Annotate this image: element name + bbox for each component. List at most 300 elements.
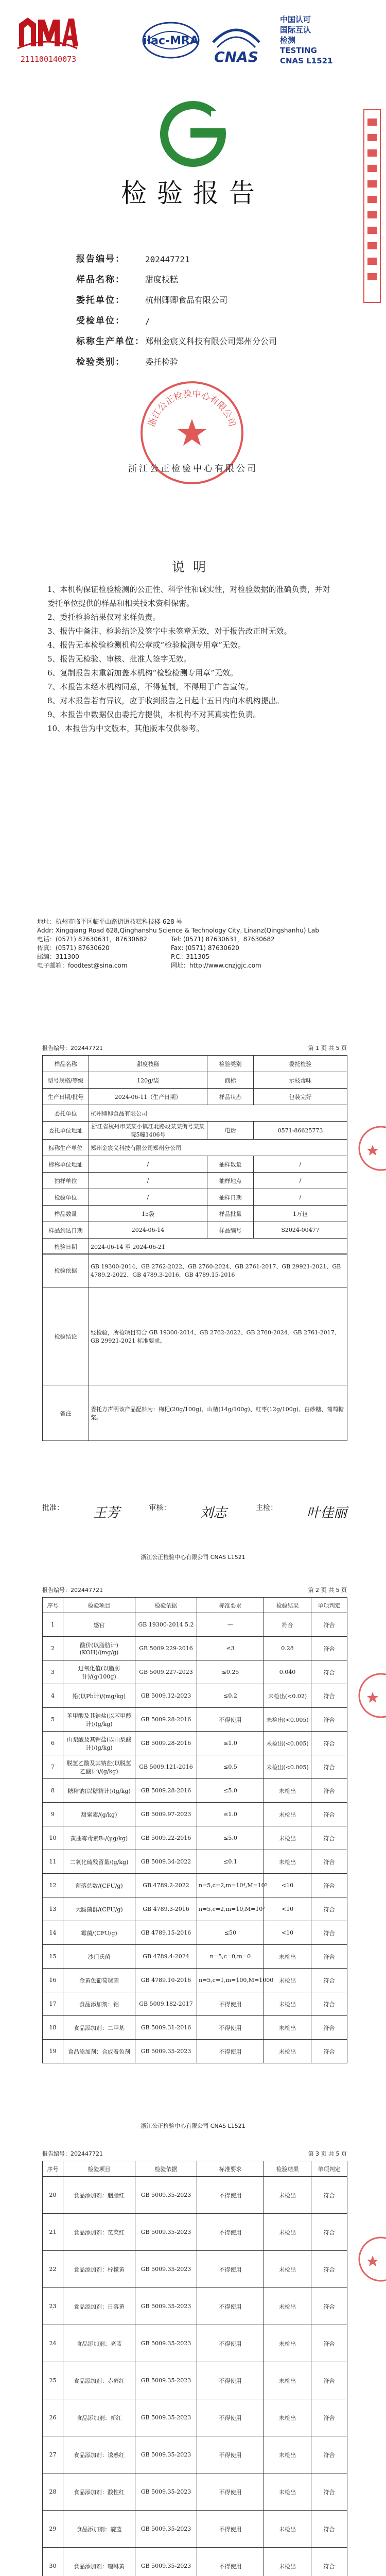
test-method: GB 5009.22-2016 [135,1826,197,1850]
result: 未检出 [264,2325,311,2362]
test-method: GB 5009.31-2016 [135,2016,197,2040]
column-header: 序号 [43,1598,63,1613]
website[interactable]: 网址：http://www.cnzjgjc.com [171,962,261,969]
requirement: ≤50 [197,1921,264,1945]
email[interactable]: 电子邮箱：foodtest@sina.com [37,962,128,969]
cnas-line: 检测 [280,36,296,45]
note-item: 1、本机构保证检验检测的公正性、科学性和诚实性，对检验数据的准确负责，并对委托单位提供的样品和相关技术资料保密。 [47,585,330,608]
postcode-en: P.C.: 311305 [171,953,210,960]
info-label: 标称生产单位： [76,336,145,347]
result: 未检出 [264,2016,311,2040]
org-name: 浙江公正检验中心有限公司 [128,464,258,474]
test-method: GB 4789.4-2024 [135,1945,197,1969]
test-method: GB 4789.3-2016 [135,1897,197,1921]
summary-label: 委托单位地址 [43,1122,89,1140]
summary-row [43,1173,347,1189]
row-index: 14 [43,1921,63,1945]
test-method: GB 5009.35-2023 [135,2214,197,2251]
cma-number: 211100140073 [20,55,77,64]
table-row [43,1708,347,1732]
table-row [43,2511,347,2548]
results-page-3 [0,2138,386,2576]
row-index: 16 [43,1969,63,1992]
test-item: 过氧化值(以脂肪计)/(g/100g) [63,1660,135,1684]
test-item: 山梨酸及其钾盐(以山梨酸计)/(g/kg) [63,1732,135,1755]
result: 未检出 [264,1779,311,1803]
cnas-line: 国际互认 [280,25,311,35]
column-header: 检验结果 [264,2161,311,2177]
summary-value: 15袋 [89,1206,207,1222]
cnas-line: 中国认可 [280,15,311,24]
ilac-mra-logo-icon [140,18,202,69]
cnas-accreditation-text [280,14,378,66]
test-method: GB 5009.28-2016 [135,1732,197,1755]
result: 未检出(<0.005) [264,1708,311,1732]
summary-value: / [254,1173,347,1189]
result: 未检出 [264,2548,311,2576]
table-row [43,1732,347,1755]
cnas-line: CNAS L1521 [280,56,333,65]
info-row [76,264,364,285]
basis-table [42,1253,347,1441]
judgement: 符合 [311,1684,347,1708]
row-index: 28 [43,2473,63,2511]
remark-value: 委托方声明该产品配料为：枸杞(20g/100g)、山楂(14g/100g)、红枣(12g/100g)、白砂糖、葡萄糖浆。 [89,1385,347,1441]
address-en: Addr: Xingqiang Road 628,Qinghanshu Science & Technology City, Linanz(Qingshanhu) Lab [37,927,319,934]
page-header [42,1586,347,1594]
page-header [42,2149,347,2158]
requirement: 不得使用 [197,2214,264,2251]
table-row [43,2016,347,2040]
summary-label: 检验日期 [43,1239,89,1255]
test-item: 食品添加剂：柠檬黄 [63,2251,135,2288]
note-item: 3、报告中备注、检验结论及签字中未签章无效，对于报告改正时无效。 [47,626,292,636]
summary-value: 2024-06-14 [89,1222,207,1239]
result: <10 [264,1897,311,1921]
summary-label: 检验单位 [43,1189,89,1206]
requirement: 不得使用 [197,1992,264,2016]
summary-row [43,1222,347,1239]
row-index: 27 [43,2436,63,2473]
judgement: 符合 [311,1732,347,1755]
judgement: 符合 [311,1826,347,1850]
results-table [42,2161,347,2576]
test-method: GB 4789.2-2022 [135,1874,197,1897]
table-row [43,1921,347,1945]
side-seal-icon [362,108,382,304]
table-row [43,2214,347,2251]
header-page-number: 第 2 页 共 5 页 [308,1587,347,1594]
row-index: 4 [43,1684,63,1708]
test-item: 铅(以Pb计)/(mg/kg) [63,1684,135,1708]
test-method: GB 19300-2014 5.2 [135,1613,197,1637]
test-item: 食品添加剂：靛蓝 [63,2511,135,2548]
test-item: 金黄色葡萄球菌 [63,1969,135,1992]
table-row [43,2548,347,2576]
requirement: 不得使用 [197,2399,264,2436]
result: 未检出 [264,2511,311,2548]
summary-label: 抽样单位 [43,1173,89,1189]
summary-label: 委托单位 [43,1105,89,1122]
judgement: 符合 [311,1874,347,1897]
test-method: GB 4789.15-2016 [135,1921,197,1945]
column-header: 序号 [43,2161,63,2177]
row-index: 11 [43,1850,63,1874]
result: 未检出 [264,2251,311,2288]
remark-label: 备注 [43,1385,89,1441]
judgement: 符合 [311,1613,347,1637]
table-row [43,1969,347,1992]
requirement: n=5,c=2,m=10⁴,M=10⁵ [197,1874,264,1897]
cnas-logo-icon [203,18,270,69]
requirement: — [197,1613,264,1637]
judgement: 符合 [311,1708,347,1732]
conclusion-value: 经检验，所检项目符合 GB 19300-2014、GB 2762-2022、GB 2760-2024、GB 2761-2017、GB 29921-2021 标准要求。 [89,1287,347,1385]
test-item: 沙门氏菌 [63,1945,135,1969]
page-header [42,1044,347,1052]
results-page-2 [0,1574,386,2136]
test-method: GB 5009.35-2023 [135,2362,197,2399]
test-method: GB 5009.28-2016 [135,1708,197,1732]
row-index: 22 [43,2251,63,2288]
header-report-number: 报告编号：202447721 [42,2150,103,2157]
summary-value: 0571-86625773 [254,1122,347,1140]
info-label: 委托单位： [76,295,125,306]
phone-en: Tel: (0571) 87630631，87630682 [171,936,275,943]
test-method: GB 5009.35-2023 [135,2325,197,2362]
table-row [43,1684,347,1708]
results-table [42,1597,347,2063]
requirement: ≤3 [197,1637,264,1660]
summary-label: 型号规格/等级 [43,1072,89,1089]
page-footer: 浙江公正检验中心有限公司 CNAS L1521 [141,2123,245,2129]
summary-label: 抽样地点 [207,1173,254,1189]
judgement: 符合 [311,1637,347,1660]
approver-signature: 王芳 [93,1505,120,1521]
row-index: 26 [43,2399,63,2436]
requirement: ≤0.5 [197,1755,264,1779]
judgement: 符合 [311,1921,347,1945]
result: 未检出 [264,2436,311,2473]
g-brand-logo-icon [160,100,226,167]
test-item: 菌落总数/(CFU/g) [63,1874,135,1897]
note-item: 8、对本报告若有异议，应于收到报告之日起十五日内向本机构提出。 [47,696,284,705]
test-item: 糖精钠(以糖精计)/(g/kg) [63,1779,135,1803]
requirement: ≤1.0 [197,1803,264,1826]
page-seal-icon [357,1652,381,1739]
requirement: 不得使用 [197,2548,264,2576]
table-row [43,1779,347,1803]
result: 未检出 [264,2399,311,2436]
column-header: 单项判定 [311,2161,347,2177]
page-footer: 浙江公正检验中心有限公司 CNAS L1521 [141,1554,245,1561]
summary-value: 郑州金宸义科技有限公司郑州分公司 [89,1140,347,1156]
judgement: 符合 [311,2214,347,2251]
conclusion-label: 检验结论 [43,1287,89,1385]
notes-page [0,513,386,1032]
test-method: GB 5009.35-2023 [135,2511,197,2548]
requirement: ≤5.0 [197,1826,264,1850]
header-page-number: 第 1 页 共 5 页 [308,1045,347,1052]
row-index: 9 [43,1803,63,1826]
result: 未检出 [264,1850,311,1874]
result: 未检出 [264,1826,311,1850]
summary-value: 示枝毒味 [254,1072,347,1089]
table-row [43,1945,347,1969]
row-index: 17 [43,1992,63,2016]
test-item: 苯甲酸及其钠盐(以苯甲酸计)/(g/kg) [63,1708,135,1732]
approve-label: 批准： [42,1504,64,1512]
test-method: GB 5009.227-2023 [135,1660,197,1684]
seal-text: 浙江公正检验中心有限公司 [146,388,238,428]
address: 地址：杭州市临平区临平山路街道枝糕科技楼 628 号 [37,918,183,925]
report-number: 202447721 [145,255,190,264]
review-label: 审核： [149,1504,171,1512]
summary-value: 委托检验 [254,1056,347,1072]
summary-value: 2024-06-14 至 2024-06-21 [89,1239,347,1255]
info-row [76,244,364,264]
judgement: 符合 [311,1992,347,2016]
contact-block [37,918,356,970]
judgement: 符合 [311,1945,347,1969]
header-report-number: 报告编号：202447721 [42,1045,103,1052]
test-item: 食品添加剂：日落黄 [63,2288,135,2325]
column-header: 检验结果 [264,1598,311,1613]
summary-value: 浙江省杭州市某某小镇江北路段某某街号某某院5幢1406号 [89,1122,207,1140]
summary-label: 样品数量 [43,1206,89,1222]
column-header: 标准要求 [197,2161,264,2177]
report-info [76,244,364,367]
requirement: 不得使用 [197,2511,264,2548]
table-row [43,1803,347,1826]
summary-value: 1万包 [254,1206,347,1222]
test-method: GB 5009.34-2022 [135,1850,197,1874]
judgement: 符合 [311,2325,347,2362]
requirement: n=5,c=2,m=10,M=10² [197,1897,264,1921]
result: 未检出 [264,1803,311,1826]
judgement: 符合 [311,2473,347,2511]
note-item: 7、本报告未经本机构同意，不得复制，不得用于广告宣传。 [47,682,253,691]
header-page-number: 第 3 页 共 5 页 [308,2150,347,2157]
summary-value: / [89,1173,207,1189]
summary-label: 电话 [207,1122,254,1140]
summary-row [43,1072,347,1089]
table-row [43,2325,347,2362]
result: 未检出 [264,2473,311,2511]
check-label: 主检： [256,1504,278,1512]
fax-en: Fax: (0571) 87630620 [171,944,239,952]
table-row [43,1992,347,2016]
table-row [43,1613,347,1637]
summary-label: 样品编号 [207,1222,254,1239]
test-item: 脱氢乙酸及其钠盐(以脱氢乙酸计)/(g/kg) [63,1755,135,1779]
row-index: 10 [43,1826,63,1850]
judgement: 符合 [311,1850,347,1874]
table-row [43,2399,347,2436]
reviewer-signature: 刘志 [200,1505,227,1521]
row-index: 13 [43,1897,63,1921]
note-item: 2、委托检验结果仅对来样负责。 [47,613,161,622]
judgement: 符合 [311,1660,347,1684]
test-item: 感官 [63,1613,135,1637]
fax: 传真：(0571) 87630620 [37,944,110,952]
row-index: 23 [43,2288,63,2325]
client-name: 杭州卿卿食品有限公司 [145,295,228,305]
inspection-type: 委托检验 [145,357,179,367]
test-item: 食品添加剂：铝 [63,1992,135,2016]
row-index: 6 [43,1732,63,1755]
cma-mark [12,14,84,64]
result: 0.040 [264,1660,311,1684]
result: <10 [264,1921,311,1945]
requirement: 不得使用 [197,2473,264,2511]
row-index: 19 [43,2040,63,2063]
test-method: GB 5009.35-2023 [135,2177,197,2214]
test-item: 二氧化硫残留量/(g/kg) [63,1850,135,1874]
summary-row [43,1206,347,1222]
table-row [43,2288,347,2325]
column-header: 检验项目 [63,1598,135,1613]
result: 未检出 [264,2214,311,2251]
test-item: 食品添加剂：赤藓红 [63,2362,135,2399]
row-index: 24 [43,2325,63,2362]
report-title: 检验报告 [121,178,265,208]
result: <10 [264,1874,311,1897]
result: 未检出 [264,1945,311,1969]
summary-label: 样品状态 [207,1089,254,1105]
info-row [76,347,364,367]
info-label: 报告编号： [76,254,125,264]
summary-row [43,1105,347,1122]
summary-value: 2024-06-11（生产日期） [89,1089,207,1105]
result: 符合 [264,1613,311,1637]
row-index: 21 [43,2214,63,2251]
page-seal-icon [357,1105,381,1192]
requirement: ≤5.0 [197,1779,264,1803]
judgement: 符合 [311,2288,347,2325]
table-row [43,1660,347,1684]
test-method: GB 4789.10-2016 [135,1969,197,1992]
judgement: 符合 [311,1969,347,1992]
table-row [43,2251,347,2288]
note-item: 6、复制报告未重新加盖本机构“检验检测专用章”无效。 [47,668,238,677]
inspected-unit: / [145,316,150,326]
test-method: GB 5009.97-2023 [135,1803,197,1826]
summary-label: 抽样日期 [207,1189,254,1206]
test-method: GB 5009.28-2016 [135,1779,197,1803]
note-item: 5、报告无检验、审核、批准人签字无效。 [47,654,191,664]
test-item: 黄曲霉毒素B₁/(μg/kg) [63,1826,135,1850]
column-header: 检验项目 [63,2161,135,2177]
requirement: 不得使用 [197,2177,264,2214]
requirement: ≤0.25 [197,1660,264,1684]
table-row [43,1850,347,1874]
summary-label: 样品批量 [207,1206,254,1222]
row-index: 20 [43,2177,63,2214]
requirement: 不得使用 [197,2251,264,2288]
result: 未检出(<0.005) [264,1755,311,1779]
test-method: GB 5009.35-2023 [135,2436,197,2473]
table-row [43,2177,347,2214]
test-item: 食品添加剂：胭脂红 [63,2177,135,2214]
cnas-logo-text: CNAS [214,48,258,65]
row-index: 15 [43,1945,63,1969]
requirement: 不得使用 [197,2288,264,2325]
requirement: 不得使用 [197,1708,264,1732]
column-header: 标准要求 [197,1598,264,1613]
summary-value: 120g/袋 [89,1072,207,1089]
test-item: 霉菌/(CFU/g) [63,1921,135,1945]
judgement: 符合 [311,1779,347,1803]
test-item: 食品添加剂：亮蓝 [63,2325,135,2362]
summary-row [43,1156,347,1173]
summary-row [43,1056,347,1072]
summary-value: / [89,1189,207,1206]
row-index: 2 [43,1637,63,1660]
test-method: GB 5009.35-2023 [135,2548,197,2576]
result: 0.28 [264,1637,311,1660]
judgement: 符合 [311,2016,347,2040]
test-item: 大肠菌群/(CFU/g) [63,1897,135,1921]
judgement: 符合 [311,2511,347,2548]
test-item: 食品添加剂：酸性红 [63,2473,135,2511]
info-label: 受检单位： [76,316,125,326]
column-header: 单项判定 [311,1598,347,1613]
requirement: ≤0.1 [197,1850,264,1874]
cover-page [0,0,386,513]
table-row [43,2473,347,2511]
row-index: 1 [43,1613,63,1637]
test-method: GB 5009.182-2017 [135,1992,197,2016]
row-index: 12 [43,1874,63,1897]
result: 未检出(<0.02) [264,1684,311,1708]
row-index: 7 [43,1755,63,1779]
note-item: 4、报告无本检验检测机构公章或“检验检测专用章”无效。 [47,640,245,650]
note-item: 10、本报告为中文版本，其他版本仅供参考。 [47,724,204,733]
requirement: 不得使用 [197,2016,264,2040]
table-row [43,1637,347,1660]
test-item: 食品添加剂：喹啉黄 [63,2548,135,2576]
result: 未检出 [264,2177,311,2214]
info-label: 样品名称： [76,275,125,285]
row-index: 8 [43,1779,63,1803]
summary-value: / [89,1156,207,1173]
summary-value: 甜度枝糕 [89,1056,207,1072]
test-method: GB 5009.12-2023 [135,1684,197,1708]
requirement: 不得使用 [197,2362,264,2399]
result: 未检出 [264,2362,311,2399]
ilac-text: ilac-MRA [143,35,199,47]
sample-name: 甜度枝糕 [145,275,179,284]
summary-row [43,1140,347,1156]
requirement: 不得使用 [197,2040,264,2063]
requirement: n=5,c=1,m=100,M=1000 [197,1969,264,1992]
row-index: 25 [43,2362,63,2399]
test-item: 食品添加剂：苋菜红 [63,2214,135,2251]
checker-signature: 叶佳丽 [306,1505,347,1521]
test-method: GB 5009.229-2016 [135,1637,197,1660]
test-item: 食品添加剂：合成着色剂 [63,2040,135,2063]
result: 未检出 [264,1969,311,1992]
summary-label: 样品名称 [43,1056,89,1072]
judgement: 符合 [311,2040,347,2063]
test-item: 食品添加剂：二甲基 [63,2016,135,2040]
judgement: 符合 [311,2548,347,2576]
summary-label: 生产日期/批号 [43,1089,89,1105]
summary-label: 样品到达日期 [43,1222,89,1239]
judgement: 符合 [311,1897,347,1921]
summary-label: 商标 [207,1072,254,1089]
